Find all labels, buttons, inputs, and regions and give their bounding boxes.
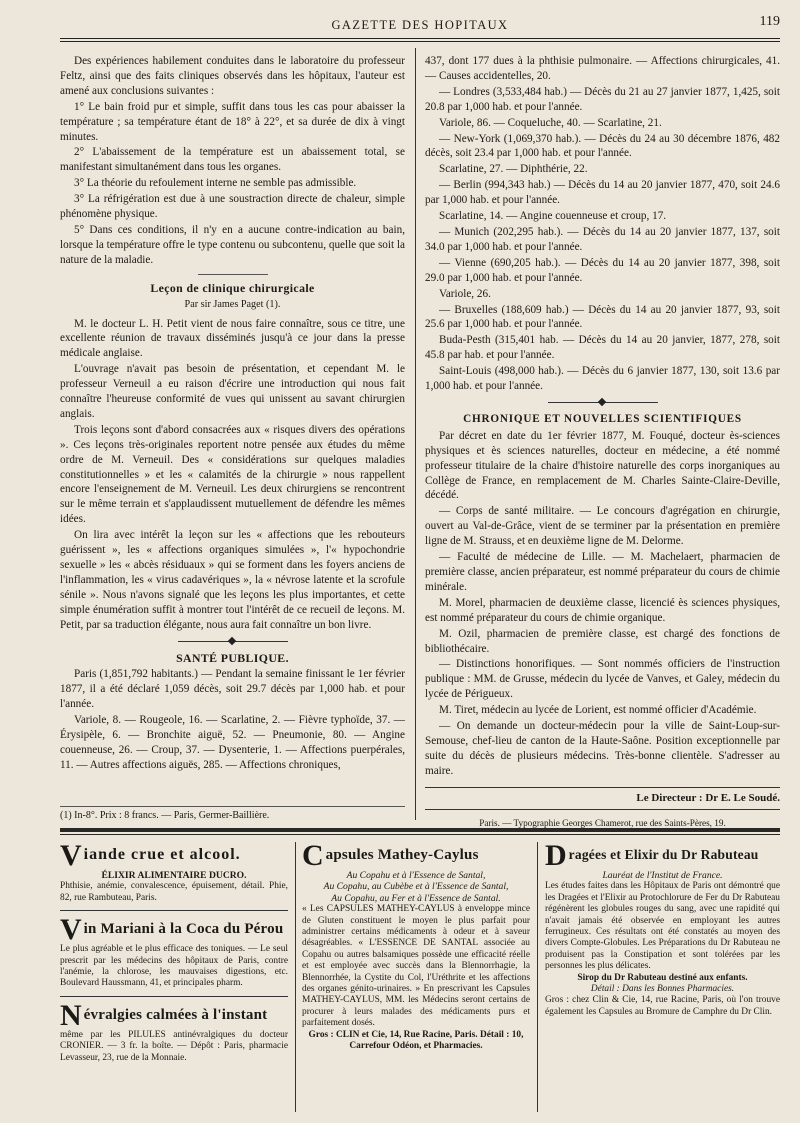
- sante-paragraph: Variole, 8. — Rougeole, 16. — Scarlatine, 2. — Fièvre typhoïde, 37. — Érysipèle, 6. — Bronchite aiguë, 52. — Pneumonie, 80. — Angine couenneuse, 26. — Croup, 37. — Dysenterie, 1. — Affections puerpérales, 11. — Autres affections aiguës, 285. — Affections chroniques,: [60, 714, 405, 771]
- ad-body: Phthisie, anémie, convalescence, épuisement, détail. Phie, 82, rue Rambuteau, Paris.: [60, 881, 288, 903]
- chronique-paragraph: M. Morel, pharmacien de deuxième classe, licencié ès sciences physiques, est nommé préparateur du cours de chimie organique.: [425, 596, 780, 624]
- ad-title: ragées et Elixir du Dr Rabuteau: [568, 847, 759, 862]
- left-column: [60, 54, 405, 774]
- chronique-paragraph: M. Ozil, pharmacien de première classe, est chargé des fonctions de bibliothécaire.: [425, 627, 780, 655]
- header-rule: [60, 38, 780, 42]
- lecon-byline: Par sir James Paget (1).: [184, 298, 281, 310]
- conclusion-item: 1° Le bain froid pur et simple, suffit dans tous les cas pour abaisser la température ; sa température étant de 18° à 22°, et sa durée de dix à vingt minutes.: [60, 100, 405, 143]
- city-stat: — Berlin (994,343 hab.) — Décès du 14 au 20 janvier 1877, 470, soit 24.6 par 1,000 hab. et pour l'année.: [425, 179, 780, 207]
- city-stat: Buda-Pesth (315,401 hab. — Décès du 14 au 20 janvier, 1877, 278, soit 45.8 par hab. et pour l'année.: [425, 334, 780, 362]
- ad-body: même par les PILULES antinévralgiques du docteur CRONIER. — 3 fr. la boîte. — Dépôt : Paris, pharmacie Levasseur, 23, rue de la Monnaie.: [60, 1029, 288, 1063]
- city-stat: — Londres (3,533,484 hab.) — Décès du 21 au 27 janvier 1877, 1,425, soit 20.8 par 1,000 hab. et pour l'année.: [425, 85, 780, 113]
- chronique-paragraph: — Corps de santé militaire. — Le concours d'agrégation en chirurgie, ouvert au Val-de-Grâce, vient de se terminer par la présentation en première ligne de M. Strauss, et en deuxième ligne de M. Delorme.: [425, 505, 780, 548]
- ad-body: Le plus agréable et le plus efficace des toniques. — Le seul prescrit par les médecins des hôpitaux de Paris, contre l'anémie, la chlorose, les mauvaises digestions, etc. Boulevard Haussmann, 41, et principales pharm.: [60, 944, 288, 989]
- ads-column-3: [545, 839, 780, 1024]
- lecon-paragraph: L'ouvrage n'avait pas besoin de présentation, et cependant M. le professeur Verneuil a eu raison d'écrire une introduction qui nous fait connaître l'heureuse conformité de vues qui unissent au savant chirurgien anglais.: [60, 363, 405, 420]
- page-number: 119: [759, 14, 780, 29]
- lecon-title: Leçon de clinique chirurgicale: [150, 280, 315, 295]
- ad-separator: [60, 996, 288, 997]
- ad-initial: V: [60, 839, 82, 872]
- ad-vin-mariani: [60, 913, 288, 990]
- ad-viande-crue: [60, 839, 288, 904]
- ad-title: apsules Mathey-Caylus: [325, 847, 479, 863]
- ad-footer: Gros : chez Clin & Cie, 14, rue Racine, Paris, où l'on trouve également les Capsules au Bromure de Camphre du Dr Clin.: [545, 995, 780, 1017]
- ornament-divider: [178, 639, 288, 645]
- sante-paragraph: Paris (1,851,792 habitants.) — Pendant la semaine finissant le 1er février 1877, il a été déclaré 1,059 décès, soit 29.7 décès par 1,000 hab. et pour l'année.: [60, 668, 405, 711]
- ad-separator: [60, 910, 288, 911]
- ad-line: Au Copahu, au Cubèbe et à l'Essence de Santal,: [323, 881, 509, 893]
- city-stat: Saint-Louis (498,000 hab.). — Décès du 6 janvier 1877, 130, soit 13.6 par 1,000 hab. et pour l'année.: [425, 365, 780, 393]
- ads-top-rule-thin: [60, 834, 780, 835]
- city-stat: — New-York (1,069,370 hab.). — Décès du 24 au 30 décembre 1876, 482 décès, soit 23.4 par 1,000 hab. et pour l'année.: [425, 132, 780, 160]
- ad-title: iande crue et alcool.: [83, 846, 241, 863]
- ad-title: évralgies calmées à l'instant: [83, 1006, 268, 1023]
- journal-title: GAZETTE DES HOPITAUX: [331, 18, 509, 32]
- sante-title: SANTÉ PUBLIQUE.: [176, 650, 289, 665]
- ad-rabuteau: [545, 839, 780, 1018]
- chronique-paragraph: — Faculté de médecine de Lille. — M. Machelaert, pharmacien de première classe, ancien préparateur, est nommé préparateur du cours de chimie minérale.: [425, 551, 780, 593]
- lecon-paragraph: On lira avec intérêt la leçon sur les « affections que les rebouteurs guérissent », les « affections organiques simulées », l'« hypochondrie sexuelle » les « abcès résiduaux » qui se forment dans les foyers anciens de l'inflammation, les « virus cadavériques », la « névrose latente et la scrofule sénile ». Nous n'avons signalé que les leçons les plus importantes, et cette simple énumération suffit à montrer tout l'intérêt de ce recueil de leçons. M. Petit, par sa traduction élégante, nous aura fait connaître un bon livre.: [60, 529, 405, 631]
- ads-divider: [537, 842, 538, 1112]
- ad-initial: C: [302, 839, 324, 872]
- city-stat: Scarlatine, 14. — Angine couenneuse et croup, 17.: [439, 210, 667, 223]
- ad-nevralgies: [60, 998, 288, 1064]
- chronique-title: CHRONIQUE ET NOUVELLES SCIENTIFIQUES: [463, 412, 742, 425]
- lecon-paragraph: M. le docteur L. H. Petit vient de nous faire connaître, sous ce titre, une excellente réunion de travaux disséminés jusqu'à ce jour dans la presse médicale anglaise.: [60, 317, 405, 360]
- ads-divider: [295, 842, 296, 1112]
- city-stat: — Munich (202,295 hab.). — Décès du 14 au 20 janvier 1877, 137, soit 34.0 par 1,000 hab. et pour l'année.: [425, 225, 780, 253]
- ads-column-2: [302, 839, 530, 1059]
- conclusion-item: 5° Dans ces conditions, il n'y en a aucune contre-indication au bain, lorsque la température offre le type contenu ou subcontenu, quelle que soit la nature de la maladie.: [60, 223, 405, 266]
- ad-footer: Gros : CLIN et Cie, 14, Rue Racine, Paris. Détail : 10, Carrefour Odéon, et Pharmacies.: [308, 1029, 524, 1052]
- chronique-paragraph: M. Tiret, médecin au lycée de Lorient, est nommé officier d'Académie.: [439, 704, 757, 717]
- chronique-paragraph: — Distinctions honorifiques. — Sont nommés officiers de l'instruction publique : MM. de Grusse, médecin du lycée de Vanves, et Galey, médecin du lycée de Périgueux.: [425, 658, 780, 701]
- ads-column-1: [60, 839, 288, 1070]
- footnote: (1) In-8°. Prix : 8 francs. — Paris, Germer-Baillière.: [60, 806, 405, 821]
- ad-initial: N: [60, 998, 82, 1032]
- city-stat: — Bruxelles (188,609 hab.) — Décès du 14 au 20 janvier 1877, 93, soit 25.6 par 1,000 hab. et pour l'année.: [425, 303, 780, 331]
- ad-line: Au Copahu, au Fer et à l'Essence de Santal.: [331, 892, 501, 904]
- sante-continuation: 437, dont 177 dues à la phthisie pulmonaire. — Affections chirurgicales, 41. — Causes accidentelles, 20.: [425, 55, 780, 82]
- right-column: [425, 54, 780, 831]
- chronique-paragraph: — On demande un docteur-médecin pour la ville de Saint-Loup-sur-Semouse, chef-lieu de canton de la Haute-Saône. Position exceptionnelle par suite du décès de plusieurs médecins. Très-bonne clientèle. S'adresser au maire.: [425, 720, 780, 777]
- ad-initial: V: [60, 913, 82, 947]
- running-head: [60, 14, 780, 34]
- ad-capsules-mathey-caylus: [302, 839, 530, 1053]
- imprint-line: Paris. — Typographie Georges Chamerot, rue des Saints-Pères, 19.: [479, 817, 726, 828]
- chronique-paragraph: Par décret en date du 1er février 1877, M. Fouqué, docteur ès-sciences physiques et ès sciences naturelles, docteur en médecine, a été nommé professeur titulaire de la chaire d'histoire naturelle des corps inorganiques au Collège de France, en remplacement de M. Charles Sainte-Claire-Deville, décédé.: [425, 429, 780, 502]
- ad-body: Les études faites dans les Hôpitaux de Paris ont démontré que les Dragées et l'Elixir au Protochlorure de Fer du Dr Rabuteau régénèrent les globules rouges du sang, avec une rapidité qui n'avait jamais été observée en employant les autres ferrugineux. Ces résultats ont été constatés au moyen des divers Compte-Globules. Les Préparations du Dr Rabuteau ne produisent pas la Constipation et sont tolérées par les personnes les plus délicates.: [545, 881, 780, 972]
- ads-top-rule: [60, 828, 780, 832]
- ad-body: « Les CAPSULES MATHEY-CAYLUS à enveloppe mince de Gluten constituent le moyen le plus parfait pour administrer certains médicaments à odeur et à saveur désagréables. « L'ESSENCE DE SANTAL associée au Copahu ou autres balsamiques possède une efficacité réelle et est employée avec succès dans la Blennorrhagie, la Blennorrhée, la Cystite du Col, l'Uréthrite et les affections des organes génito-urinaires. » En prescrivant les Capsules MATHEY-CAYLUS, MM. les Médecins seront certains de procurer à leurs malades des médicaments purs et parfaitement dosés.: [302, 904, 530, 1029]
- city-stat: — Vienne (690,205 hab.). — Décès du 14 au 20 janvier 1877, 398, soit 29.0 par 1,000 hab. et pour l'année.: [425, 256, 780, 284]
- ad-subtitle: Lauréat de l'Institut de France.: [602, 870, 723, 881]
- city-stat: Variole, 86. — Coqueluche, 40. — Scarlatine, 21.: [439, 116, 662, 129]
- ad-initial: D: [545, 839, 567, 872]
- ad-subtitle: ÉLIXIR ALIMENTAIRE DUCRO.: [101, 870, 247, 881]
- section-separator: [198, 274, 268, 275]
- city-stat: Scarlatine, 27. — Diphthérie, 22.: [439, 163, 588, 176]
- conclusion-item: 2° L'abaissement de la température est un abaissement total, se manifestant simultanément dans tous les organes.: [60, 146, 405, 174]
- ad-title: in Mariani à la Coca du Pérou: [83, 921, 284, 938]
- article-intro: Des expériences habilement conduites dans le laboratoire du professeur Feltz, ainsi que des faits cliniques observés dans les hôpitaux, l'auteur est amené aux conclusions suivantes :: [60, 55, 405, 97]
- column-divider: [415, 48, 416, 820]
- ornament-divider: [548, 400, 658, 406]
- ad-detail: Détail : Dans les Bonnes Pharmacies.: [590, 984, 735, 995]
- conclusion-item: 3° La théorie du refoulement interne ne semble pas admissible.: [74, 177, 357, 190]
- conclusion-item: 3° La réfrigération est due à une soustraction directe de chaleur, simple phénomène physique.: [60, 193, 405, 221]
- lecon-paragraph: Trois leçons sont d'abord consacrées aux « risques divers des opérations ». Ces leçons très-originales reportent notre pensée aux études du même ordre de M. Verneuil. Des « considérations sur quelques maladies constitutionnelles » et les « calamités de la chirurgie » nous rappellent encore l'enseignement de M. Verneuil. Les deux chirurgiens se rencontrent sur le même terrain et s'applaudissent mutuellement de défendre les mêmes idées.: [60, 423, 405, 526]
- ad-sirop: Sirop du Dr Rabuteau destiné aux enfants.: [577, 972, 748, 983]
- city-stat: Variole, 26.: [439, 287, 491, 300]
- director-signature: Le Directeur : Dr E. Le Soudé.: [425, 787, 780, 810]
- ad-line: Au Copahu et à l'Essence de Santal,: [346, 870, 486, 881]
